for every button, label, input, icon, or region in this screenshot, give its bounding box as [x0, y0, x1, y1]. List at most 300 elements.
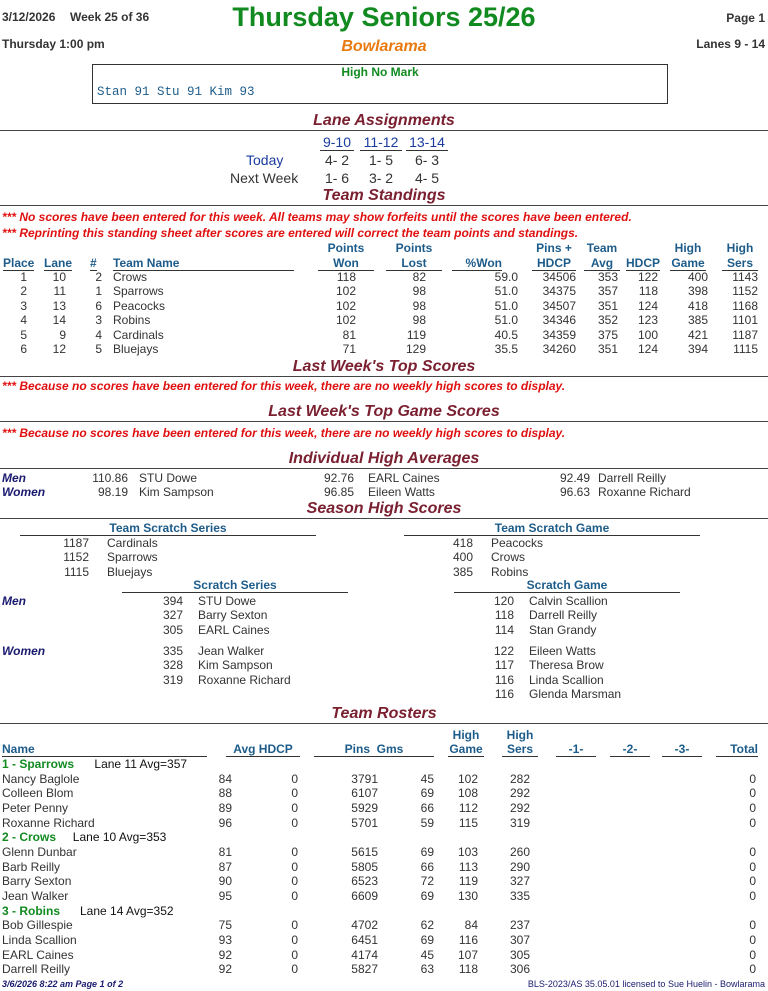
high-score-name: Sparrows — [107, 550, 158, 565]
high-no-mark-entries: Stan 91 Stu 91 Kim 93 — [97, 85, 255, 99]
high-score-name: Barry Sexton — [198, 608, 268, 623]
roster-player-games: 62 — [420, 918, 434, 933]
roster-col-g1: -1- — [556, 742, 596, 757]
high-no-mark-box — [92, 64, 668, 104]
roster-player-high-game: 130 — [457, 888, 478, 903]
standings-place-cell: 5 — [20, 327, 27, 342]
roster-player-name: Roxanne Richard — [2, 815, 95, 830]
standings-lane-cell: 13 — [52, 298, 66, 313]
standings-num-cell: 6 — [95, 298, 102, 313]
standings-place-cell: 1 — [20, 270, 27, 284]
scratch-game-title: Scratch Game — [454, 578, 680, 593]
high-score-name: Darrell Reilly — [529, 608, 598, 623]
standings-avg-cell: 375 — [597, 327, 618, 342]
standings-lane-cell: 14 — [52, 313, 66, 328]
lane-pair-2: 11-12 — [360, 134, 402, 151]
high-score-value: 1152 — [63, 550, 89, 565]
roster-team-label: 3 - Robins — [2, 903, 61, 918]
roster-player-pins: 5701 — [351, 815, 378, 830]
standings-num-cell: 3 — [95, 313, 102, 328]
high-score-name: EARL Caines — [198, 622, 270, 637]
roster-player-hdcp: 0 — [291, 815, 298, 830]
next-week-label: Next Week — [230, 170, 299, 186]
roster-player-high-series: 290 — [509, 859, 530, 874]
standings-lane-cell: 11 — [53, 284, 66, 299]
roster-player-high-series: 335 — [509, 888, 530, 903]
roster-team-label: 1 - Sparrows — [2, 757, 75, 771]
standings-place-cell: 2 — [20, 284, 27, 299]
high-score-value: 1187 — [63, 536, 89, 550]
standings-won-cell: 102 — [335, 298, 356, 313]
season-high-title: Season High Scores — [306, 500, 462, 517]
col-hdcp: HDCP — [626, 256, 661, 270]
col-points-lost-2: Lost — [386, 256, 442, 271]
high-score-name: Jean Walker — [198, 644, 265, 658]
roster-player-high-series: 305 — [509, 947, 530, 962]
standings-avg-cell: 351 — [597, 342, 618, 356]
roster-player-games: 63 — [420, 962, 434, 977]
standings-won-cell: 118 — [336, 270, 356, 284]
roster-col-name: Name — [2, 742, 207, 757]
bowler-name: EARL Caines — [368, 471, 440, 485]
roster-player-games: 69 — [420, 786, 434, 801]
standings-hdcp-cell: 123 — [637, 313, 658, 328]
roster-player-total: 0 — [749, 800, 756, 815]
standings-lane-cell: 10 — [52, 270, 66, 284]
standings-warning-1: *** No scores have been entered for this week. All teams may show forfeits until the scores have been entered. — [2, 210, 632, 224]
high-score-name: Robins — [491, 564, 529, 579]
standings-avg-cell: 352 — [597, 313, 618, 328]
roster-player-pins: 5827 — [351, 962, 378, 977]
season-men-label: Men — [2, 594, 26, 608]
roster-player-games: 66 — [420, 800, 434, 815]
standings-pins-cell: 34506 — [542, 270, 576, 284]
high-score-name: Stan Grandy — [529, 622, 597, 637]
high-score-value: 335 — [162, 644, 183, 658]
standings-hg-cell: 400 — [687, 270, 708, 284]
roster-player-name: Glenn Dunbar — [2, 844, 77, 859]
lanes-label: Lanes 9 - 14 — [696, 37, 765, 51]
roster-player-high-game: 115 — [458, 815, 478, 830]
average-value: 96.85 — [323, 485, 354, 499]
standings-team-cell: Bluejays — [113, 342, 159, 356]
roster-player-avg: 96 — [218, 815, 232, 830]
standings-hdcp-cell: 122 — [637, 270, 658, 284]
standings-hg-cell: 418 — [687, 298, 708, 313]
high-score-value: 116 — [494, 687, 514, 702]
standings-hs-cell: 1143 — [732, 270, 758, 284]
roster-col-hs-1: High — [506, 728, 534, 742]
roster-player-high-series: 292 — [509, 786, 530, 801]
roster-player-high-game: 113 — [458, 859, 478, 874]
roster-player-high-series: 327 — [509, 874, 530, 889]
team-rosters-title: Team Rosters — [331, 705, 437, 722]
roster-col-total: Total — [716, 742, 758, 757]
standings-pct-cell: 35.5 — [494, 342, 518, 356]
standings-lost-cell: 119 — [406, 327, 426, 342]
roster-player-high-game: 102 — [457, 771, 478, 786]
roster-player-high-series: 319 — [509, 815, 530, 830]
footer-print-info: 3/6/2026 8:22 am Page 1 of 2 — [2, 979, 124, 989]
roster-team-info: Lane 14 Avg=352 — [80, 903, 174, 918]
roster-player-total: 0 — [749, 932, 756, 947]
high-score-value: 319 — [162, 672, 183, 687]
high-score-name: STU Dowe — [198, 594, 257, 608]
roster-player-hdcp: 0 — [291, 932, 298, 947]
last-week-top-title: Last Week's Top Scores — [292, 358, 476, 375]
roster-col-hg-1: High — [452, 728, 480, 742]
standings-pins-cell: 34507 — [542, 298, 576, 313]
standings-team-cell: Robins — [113, 313, 151, 328]
bowler-name: Roxanne Richard — [598, 485, 691, 499]
high-score-value: 118 — [494, 608, 514, 623]
high-score-name: Bluejays — [107, 564, 153, 579]
high-averages-title: Individual High Averages — [288, 450, 480, 467]
high-score-name: Kim Sampson — [198, 658, 273, 673]
high-score-value: 418 — [452, 536, 473, 550]
col-high-game-1: High — [674, 241, 702, 255]
standings-pins-cell: 34260 — [542, 342, 576, 356]
high-score-name: Linda Scallion — [529, 672, 604, 687]
standings-pct-cell: 51.0 — [494, 284, 518, 299]
roster-player-avg: 93 — [218, 932, 232, 947]
col-place: Place — [3, 256, 35, 270]
high-score-value: 116 — [494, 672, 514, 687]
roster-player-games: 69 — [420, 932, 434, 947]
col-num: # — [90, 256, 97, 270]
col-high-game-2: Game — [671, 256, 705, 270]
average-value: 98.19 — [97, 485, 128, 499]
high-score-name: Glenda Marsman — [529, 687, 622, 702]
roster-player-name: EARL Caines — [2, 947, 74, 962]
roster-player-name: Bob Gillespie — [2, 918, 73, 933]
roster-player-hdcp: 0 — [291, 786, 298, 801]
roster-player-games: 45 — [420, 771, 434, 786]
roster-player-pins: 6523 — [351, 874, 378, 889]
divider — [0, 723, 768, 724]
roster-col-g2: -2- — [610, 742, 650, 757]
standings-won-cell: 102 — [335, 284, 356, 299]
roster-player-games: 45 — [420, 947, 434, 962]
roster-player-high-game: 84 — [464, 918, 478, 933]
standings-lost-cell: 98 — [412, 298, 426, 313]
roster-player-total: 0 — [749, 888, 756, 903]
col-pins-hdcp-2: HDCP — [532, 256, 576, 271]
roster-player-high-game: 119 — [458, 874, 478, 889]
roster-player-games: 59 — [420, 815, 434, 830]
roster-player-hdcp: 0 — [291, 844, 298, 859]
col-pins-hdcp-1: Pins + — [536, 241, 572, 255]
col-points-lost-1: Points — [395, 241, 433, 255]
standings-won-cell: 71 — [342, 342, 356, 356]
roster-player-hdcp: 0 — [291, 962, 298, 977]
lane-assignments-title: Lane Assignments — [313, 112, 455, 129]
bowling-center: Bowlarama — [341, 38, 427, 55]
standings-pct-cell: 51.0 — [494, 298, 518, 313]
col-team-name: Team Name — [113, 256, 294, 271]
col-lane: Lane — [44, 256, 73, 270]
roster-player-pins: 4702 — [351, 918, 378, 933]
high-score-value: 120 — [493, 594, 514, 608]
standings-team-cell: Cardinals — [113, 327, 164, 342]
roster-col-avg-hdcp: Avg HDCP — [226, 742, 300, 757]
roster-player-pins: 6107 — [351, 786, 378, 801]
roster-player-games: 72 — [420, 874, 434, 889]
standings-pins-cell: 34375 — [542, 284, 576, 299]
roster-player-high-game: 108 — [457, 786, 478, 801]
roster-player-high-series: 237 — [509, 918, 530, 933]
standings-lost-cell: 98 — [412, 313, 426, 328]
page-title: Thursday Seniors 25/26 — [232, 2, 536, 32]
average-value: 96.63 — [559, 485, 590, 499]
standings-hs-cell: 1101 — [732, 313, 758, 328]
last-week-top-note: *** Because no scores have been entered for this week, there are no weekly high scores to display. — [2, 379, 566, 393]
next-pair-3: 4- 5 — [414, 170, 440, 186]
roster-player-name: Linda Scallion — [2, 932, 77, 947]
season-women-label: Women — [2, 644, 46, 658]
roster-player-pins: 5805 — [351, 859, 378, 874]
standings-avg-cell: 353 — [597, 270, 618, 284]
roster-player-avg: 92 — [218, 947, 232, 962]
team-standings-title: Team Standings — [322, 187, 446, 204]
roster-team-info: Lane 10 Avg=353 — [72, 830, 167, 845]
high-score-name: Eileen Watts — [529, 644, 596, 658]
standings-num-cell: 2 — [95, 270, 102, 284]
standings-hg-cell: 398 — [687, 284, 708, 299]
high-score-value: 122 — [493, 644, 514, 658]
standings-pct-cell: 51.0 — [494, 313, 518, 328]
standings-hs-cell: 1115 — [733, 342, 758, 356]
high-score-value: 305 — [162, 622, 183, 637]
roster-player-high-series: 282 — [509, 771, 530, 786]
roster-player-hdcp: 0 — [291, 918, 298, 933]
roster-player-pins: 3791 — [351, 771, 378, 786]
roster-player-name: Colleen Blom — [2, 786, 74, 801]
bowler-name: Eileen Watts — [368, 485, 435, 499]
footer-license: BLS-2023/AS 35.05.01 licensed to Sue Huelin - Bowlarama — [527, 979, 765, 989]
today-pair-2: 1- 5 — [368, 152, 394, 168]
roster-player-hdcp: 0 — [291, 859, 298, 874]
high-score-name: Roxanne Richard — [198, 672, 291, 687]
standings-hg-cell: 421 — [687, 327, 708, 342]
col-points-won-1: Points — [327, 241, 365, 255]
high-score-name: Calvin Scallion — [529, 594, 608, 608]
roster-player-games: 69 — [420, 844, 434, 859]
roster-player-total: 0 — [749, 918, 756, 933]
roster-player-name: Darrell Reilly — [2, 962, 71, 977]
standings-won-cell: 102 — [335, 313, 356, 328]
lane-pair-3: 13-14 — [406, 134, 448, 151]
roster-player-total: 0 — [749, 844, 756, 859]
standings-warning-2: *** Reprinting this standing sheet after scores are entered will correct the team points and standings. — [2, 226, 579, 240]
col-high-sers-2: Sers — [722, 256, 758, 271]
roster-player-total: 0 — [749, 786, 756, 801]
standings-place-cell: 3 — [20, 298, 27, 313]
roster-col-pins-gms: Pins Gms — [314, 742, 434, 757]
roster-player-high-series: 292 — [509, 800, 530, 815]
divider — [0, 421, 768, 422]
bowler-name: STU Dowe — [139, 471, 198, 485]
roster-team-info: Lane 11 Avg=357 — [94, 757, 188, 771]
standings-team-cell: Crows — [113, 270, 148, 284]
high-score-value: 328 — [162, 658, 183, 673]
roster-player-pins: 5615 — [351, 844, 378, 859]
standings-won-cell: 81 — [342, 327, 356, 342]
standings-lost-cell: 82 — [412, 270, 426, 284]
lane-pair-1: 9-10 — [320, 134, 354, 151]
day-time: Thursday 1:00 pm — [2, 37, 105, 51]
roster-player-avg: 88 — [218, 786, 232, 801]
high-score-value: 117 — [494, 658, 514, 673]
col-team-avg-1: Team — [586, 241, 618, 255]
high-score-name: Peacocks — [491, 536, 544, 550]
divider — [0, 376, 768, 377]
roster-team-label: 2 - Crows — [2, 830, 57, 845]
roster-col-hg-2: Game — [449, 742, 483, 756]
standings-lane-cell: 12 — [52, 342, 66, 356]
average-value: 92.49 — [559, 471, 590, 485]
col-points-won-2: Won — [318, 256, 374, 271]
roster-player-games: 69 — [420, 888, 434, 903]
roster-player-name: Barb Reilly — [2, 859, 61, 874]
high-score-value: 114 — [494, 622, 514, 637]
standings-hs-cell: 1187 — [732, 327, 758, 342]
roster-player-games: 66 — [420, 859, 434, 874]
roster-player-hdcp: 0 — [291, 800, 298, 815]
high-no-mark-title: High No Mark — [341, 65, 419, 79]
roster-player-high-game: 112 — [458, 800, 478, 815]
standings-hg-cell: 385 — [687, 313, 708, 328]
high-score-name: Cardinals — [107, 536, 158, 550]
roster-player-hdcp: 0 — [291, 874, 298, 889]
roster-player-total: 0 — [749, 815, 756, 830]
roster-player-hdcp: 0 — [291, 888, 298, 903]
standings-lane-cell: 9 — [59, 327, 66, 342]
standings-num-cell: 5 — [95, 342, 102, 356]
standings-pins-cell: 34359 — [542, 327, 576, 342]
standings-team-cell: Peacocks — [113, 298, 166, 313]
bowler-name: Darrell Reilly — [598, 471, 667, 485]
roster-player-hdcp: 0 — [291, 771, 298, 786]
standings-hg-cell: 394 — [687, 342, 708, 356]
roster-player-total: 0 — [749, 962, 756, 977]
roster-player-pins: 6451 — [351, 932, 378, 947]
roster-player-total: 0 — [749, 947, 756, 962]
high-score-value: 385 — [452, 564, 473, 579]
divider — [0, 130, 768, 131]
high-score-name: Crows — [491, 550, 526, 565]
standings-hdcp-cell: 100 — [637, 327, 658, 342]
team-scratch-series-title: Team Scratch Series — [20, 521, 316, 536]
roster-col-g3: -3- — [662, 742, 702, 757]
standings-place-cell: 6 — [20, 342, 27, 356]
roster-player-avg: 92 — [218, 962, 232, 977]
roster-player-total: 0 — [749, 874, 756, 889]
next-pair-1: 1- 6 — [324, 170, 350, 186]
standings-team-cell: Sparrows — [113, 284, 164, 299]
standings-hdcp-cell: 118 — [638, 284, 658, 299]
roster-player-high-game: 116 — [458, 932, 478, 947]
roster-player-name: Jean Walker — [2, 888, 69, 903]
roster-player-avg: 84 — [218, 771, 232, 786]
divider — [0, 518, 768, 519]
roster-player-name: Barry Sexton — [2, 874, 72, 889]
col-high-sers-1: High — [726, 241, 754, 255]
team-scratch-game-title: Team Scratch Game — [404, 521, 700, 536]
standings-hdcp-cell: 124 — [637, 298, 658, 313]
week-label: Week 25 of 36 — [70, 10, 150, 24]
roster-player-hdcp: 0 — [291, 947, 298, 962]
roster-player-avg: 87 — [218, 859, 232, 874]
high-score-value: 327 — [162, 608, 183, 623]
average-value: 92.76 — [323, 471, 354, 485]
divider — [0, 205, 768, 206]
standings-lost-cell: 129 — [405, 342, 426, 356]
roster-col-hs-2: Sers — [502, 742, 538, 757]
scratch-series-title: Scratch Series — [122, 578, 348, 593]
roster-player-avg: 81 — [218, 844, 232, 859]
page-number: Page 1 — [726, 11, 765, 25]
high-score-value: 400 — [452, 550, 473, 565]
roster-player-high-game: 107 — [457, 947, 478, 962]
standings-avg-cell: 357 — [597, 284, 618, 299]
next-pair-2: 3- 2 — [368, 170, 394, 186]
bowler-name: Kim Sampson — [139, 485, 214, 499]
report-date: 3/12/2026 — [2, 10, 56, 24]
col-team-avg-2: Avg — [584, 256, 620, 271]
roster-player-pins: 4174 — [351, 947, 378, 962]
roster-player-pins: 6609 — [351, 888, 378, 903]
men-label: Men — [2, 471, 26, 485]
average-value: 110.86 — [92, 471, 128, 485]
standings-hs-cell: 1152 — [732, 284, 758, 299]
standings-hdcp-cell: 124 — [637, 342, 658, 356]
today-pair-3: 6- 3 — [414, 152, 440, 168]
roster-player-high-game: 118 — [458, 962, 478, 977]
standings-place-cell: 4 — [20, 313, 27, 328]
roster-player-name: Peter Penny — [2, 800, 69, 815]
roster-player-total: 0 — [749, 771, 756, 786]
high-score-value: 394 — [162, 594, 183, 608]
roster-player-high-series: 307 — [509, 932, 530, 947]
last-week-game-title: Last Week's Top Game Scores — [268, 403, 500, 420]
standings-pct-cell: 40.5 — [494, 327, 518, 342]
roster-player-avg: 90 — [218, 874, 232, 889]
high-score-value: 1115 — [64, 564, 89, 579]
divider — [0, 468, 768, 469]
roster-player-name: Nancy Baglole — [2, 771, 80, 786]
last-week-game-note: *** Because no scores have been entered for this week, there are no weekly high scores to display. — [2, 426, 566, 440]
roster-player-total: 0 — [749, 859, 756, 874]
standings-hs-cell: 1168 — [732, 298, 758, 313]
standings-num-cell: 1 — [95, 284, 102, 299]
roster-player-avg: 75 — [218, 918, 232, 933]
standings-pct-cell: 59.0 — [494, 270, 518, 284]
roster-player-high-series: 260 — [509, 844, 530, 859]
standings-num-cell: 4 — [95, 327, 102, 342]
standings-avg-cell: 351 — [597, 298, 618, 313]
standings-pins-cell: 34346 — [542, 313, 576, 328]
roster-player-high-game: 103 — [457, 844, 478, 859]
today-pair-1: 4- 2 — [324, 152, 350, 168]
high-score-name: Theresa Brow — [529, 658, 604, 673]
roster-player-pins: 5929 — [351, 800, 378, 815]
roster-player-high-series: 306 — [509, 962, 530, 977]
col-pct-won: %Won — [452, 256, 502, 271]
roster-player-avg: 95 — [218, 888, 232, 903]
women-label: Women — [2, 485, 46, 499]
standings-lost-cell: 98 — [412, 284, 426, 299]
